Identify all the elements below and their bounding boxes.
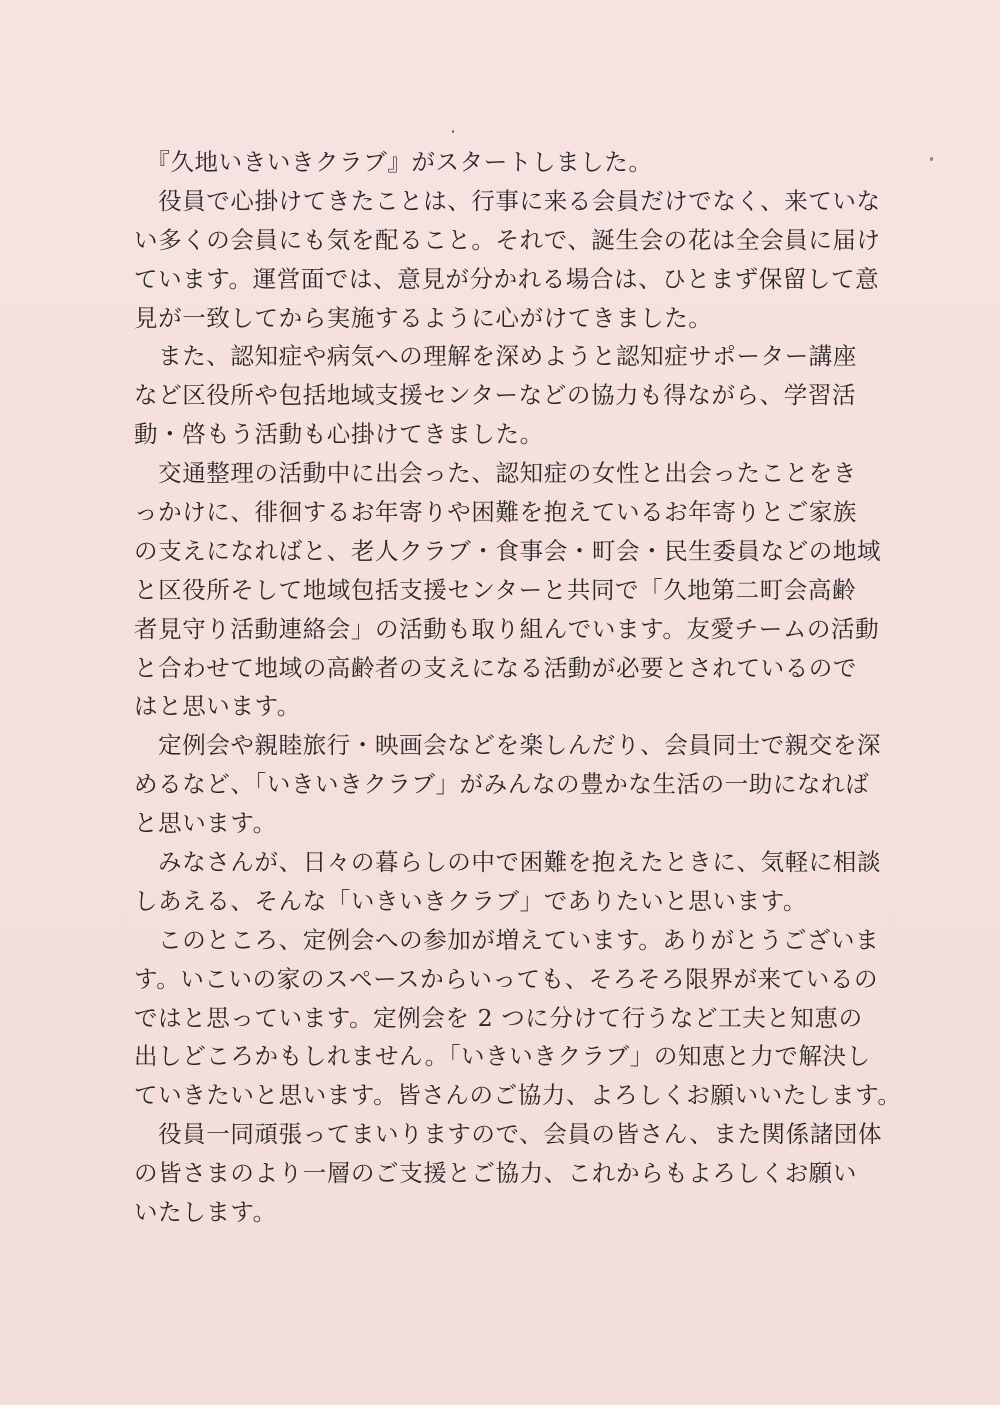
text-line: いたします。 (134, 1198, 277, 1227)
text-line: 交通整理の活動中に出会った、認知症の女性と出会ったことをき (134, 459, 857, 488)
paper-speck (452, 130, 454, 133)
text-line: と合わせて地域の高齢者の支えになる活動が必要とされているので (134, 653, 857, 682)
text-line: ではと思っています。定例会を 2 つに分けて行うなど工夫と知恵の (134, 1003, 863, 1032)
paper-speck (930, 157, 933, 161)
text-line: の支えになればと、老人クラブ・食事会・町会・民生委員などの地域 (134, 536, 882, 565)
text-line: っかけに、徘徊するお年寄りや困難を抱えているお年寄りとご家族 (134, 498, 857, 527)
text-line: 役員で心掛けてきたことは、行事に来る会員だけでなく、来ていな (134, 186, 881, 215)
text-line: 出しどころかもしれません。「いきいきクラブ」の知恵と力で解決し (134, 1042, 871, 1071)
text-line: い多くの会員にも気を配ること。それで、誕生会の花は全会員に届け (134, 225, 881, 254)
text-line: しあえる、そんな「いきいきクラブ」でありたいと思います。 (134, 886, 807, 915)
text-line: みなさんが、日々の暮らしの中で困難を抱えたときに、気軽に相談 (134, 848, 882, 877)
text-line: はと思います。 (134, 692, 301, 721)
text-line: 者見守り活動連絡会」の活動も取り組んでいます。友愛チームの活動 (134, 614, 880, 643)
text-line: す。いこいの家のスペースからいっても、そろそろ限界が来ているの (134, 964, 879, 993)
text-line: の皆さまのより一層のご支援とご協力、これからもよろしくお願い (134, 1159, 857, 1188)
text-line: と思います。 (134, 809, 277, 838)
text-line: と区役所そして地域包括支援センターと共同で「久地第二町会高齢 (134, 575, 857, 604)
text-line: めるなど、「いきいきクラブ」がみんなの豊かな生活の一助になれば (134, 770, 870, 799)
body-text (134, 143, 902, 1232)
text-line: ています。運営面では、意見が分かれる場合は、ひとまず保留して意 (134, 264, 880, 293)
text-line: 定例会や親睦旅行・映画会などを楽しんだり、会員同士で親交を深 (134, 731, 882, 760)
text-line: 動・啓もう活動も心掛けてきました。 (134, 420, 544, 449)
text-line: 見が一致してから実施するように心がけてきました。 (134, 303, 713, 332)
text-line: 『久地いきいきクラブ』がスタートしました。 (134, 148, 653, 176)
text-line: など区役所や包括地域支援センターなどの協力も得ながら、学習活 (134, 381, 857, 410)
text-line: また、認知症や病気への理解を深めようと認知症サポーター講座 (134, 342, 857, 371)
text-line: このところ、定例会への参加が増えています。ありがとうございま (134, 925, 880, 954)
text-line: ていきたいと思います。皆さんのご協力、よろしくお願いいたします。 (134, 1081, 902, 1110)
text-line: 役員一同頑張ってまいりますので、会員の皆さん、また関係諸団体 (134, 1120, 883, 1149)
